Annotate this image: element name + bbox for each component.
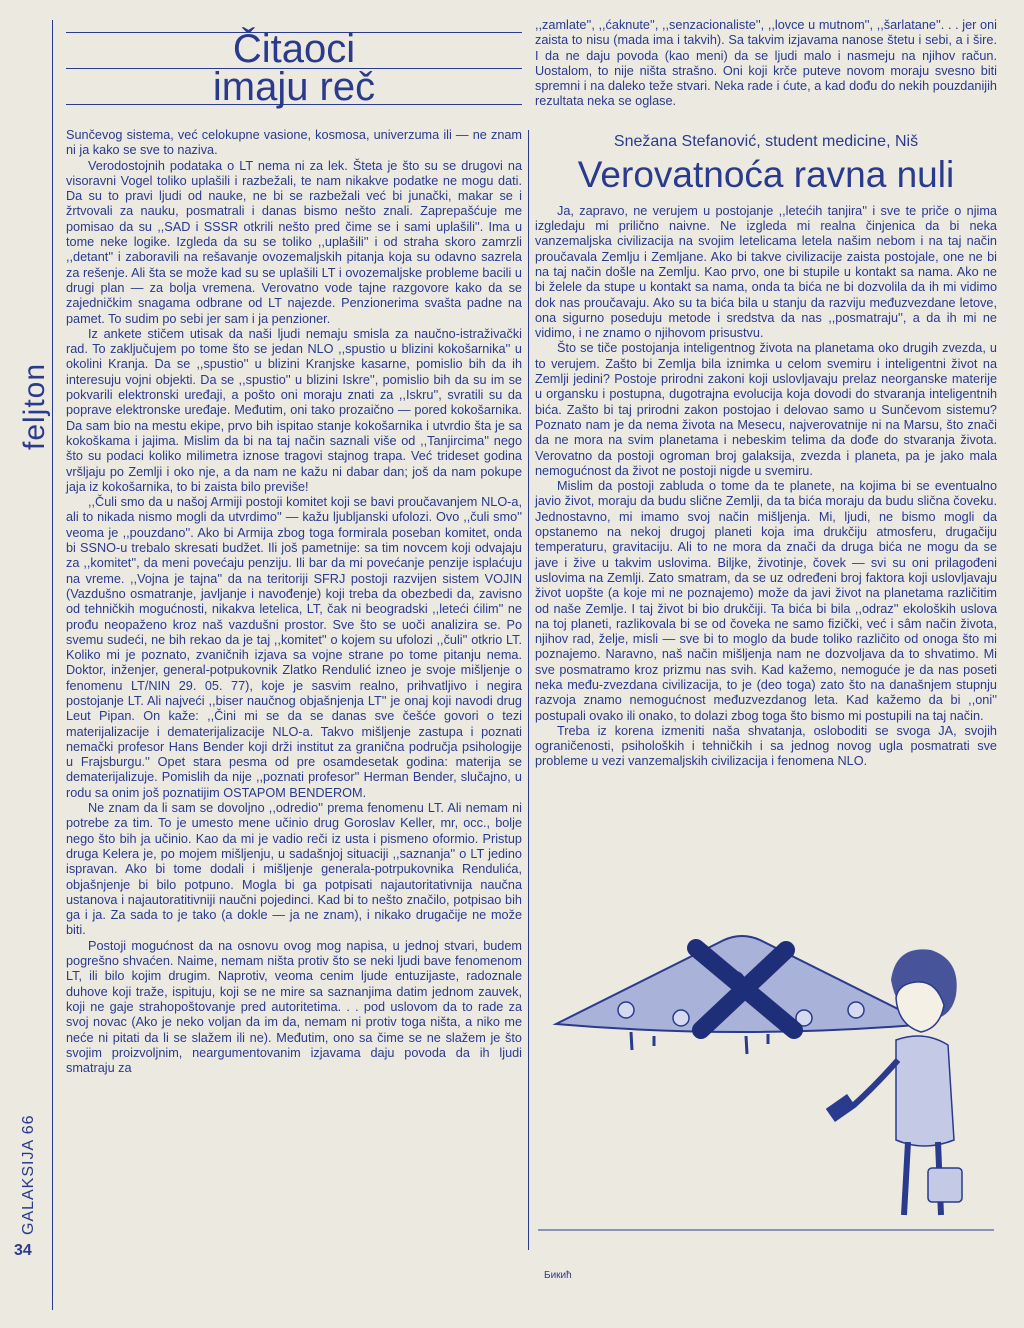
headline-block <box>66 28 522 124</box>
headline-line: imaju reč <box>212 65 376 109</box>
side-rule <box>52 20 53 1310</box>
paragraph: Postoji mogućnost da na osnovu ovog mog napisa, u jednoj stvari, budem pogrešno shvaćen. Naime, nemam ništa protiv što se neki ljudi bave fenomenom LT, ili bilo kojim drugim. Naprotiv, veoma cenim ljude entuzijaste, radoznale duhove koji traže, ispituju, koji se ne mire sa saznanjima datim jednom zauvek, koji ne gaje strahopoštovanje pred autoritetima. . . pod uslovom da to rade za svoj novac (Ako je neko voljan da im da, nemam ni protiv toga ništa, a niko me neće ni pitati da li se slažem ili ne). Međutim, ono sa čime se ne slažem je što svojim proizvoljnim, neargumentovanim izjavama daju povoda da ih ljudi smatraju za <box>66 938 522 1076</box>
paragraph: Sunčevog sistema, već celokupne vasione, kosmosa, univerzuma ili — ne znam ni ja kako se sve to naziva. <box>66 128 522 158</box>
page-number: 34 <box>14 1242 32 1259</box>
magazine-issue: GALAKSIJA 66 <box>20 1114 37 1235</box>
article-body <box>66 128 522 1076</box>
continuation-paragraph: ,,zamlate'', ,,ćaknute'', ,,senzacionaliste'', ,,lovce u mutnom'', ,,šarlatane''. . . jer oni zaista to nisu (mada ima i takvih). Sa takvim izjavama nanose štetu i sebi, a i šire. I da ne daju povoda (kao meni) da se ljudi malo i nasmeju na njihov račun. Uostalom, to nije ništa strašno. Oni koji krče puteve novom moraju svesno biti spremni i na daleko teže stvari. Neka rade i ćute, a kad dođu do nekih pouzdanijih rezultata neka se oglase. <box>535 18 997 109</box>
paragraph: Treba iz korena izmeniti naša shvatanja, osloboditi se svoga JA, svojih ograničenosti, psiholoških i tehničkih i sa jednog novog ugla posmatrati sve probleme u vezi vanzemaljskih civilizacija i fenomena NLO. <box>535 723 997 769</box>
byline: Snežana Stefanović, student medicine, Niš <box>613 132 919 150</box>
paragraph: ,,Čuli smo da u našoj Armiji postoji komitet koji se bavi proučavanjem NLO-a, ali to nikada nismo mogli da utvrdimo'' — kažu ljubljanski ufolozi. Ovo ,,čuli smo'' veoma je ,,pouzdano''. Ako bi Armija zbog toga formirala poseban komitet, onda bi SSNO-u trebalo skresati budžet. Ili još pametnije: sa tim novcem koji odvajaju za ,,komitet'', da meni povećaju penziju. Ili bar da mi povećanje penzije isplaćuju na vreme. ,,Vojna je tajna'' da na teritoriji SFRJ postoji razvijen sistem VOJIN (Vazdušno osmatranje, javljanje i navođenje) koji treba da obezbedi da, zavisno od tehničkih mogućnosti, nikakva letelica, LT, čak ni beogradski ,,leteći ćilim'' ne prođu neopaženo kroz naš vazdušni prostor. Sve što se uoči analizira se. Po svemu sudeći, ne bih rekao da je taj ,,komitet'' o kojem su ufolozi ,,čuli'' otkrio LT. Koliko mi je poznato, zvaničnih izjava sa vojne strane po tome pitanju nema. Doktor, inženjer, general-potpukovnik Zlatko Rendulić izneo je svoje mišljenje o fenomenu LT/NIN 29. 05. 77), koje je sasvim realno, prihvatljivo i negira postojanje LT. Ali najveći ,,biser naučnog objašnjenja LT'' je onaj koji navodi drug Leut Pipan. On kaže: ,,Čini mi se da se danas sve češće govori o tezi materijalizacije i dematerijalizacije NLO-a. Takvo mišljenje zastupa i poznati nemački profesor Hans Bender koji drži institut za granična područja psihologije u Frajsburgu.'' Opet stara pesma od pre osamdesetak godina: materija se dematerijalizuje. Pomislih da nije ,,poznati profesor'' Herman Bender, slučajno, u rodu sa onim još poznatijim OSTAPOM BENDEROM. <box>66 495 522 800</box>
right-column <box>535 18 997 770</box>
headline <box>66 27 522 109</box>
girl-dress <box>896 1036 954 1146</box>
paragraph: Iz ankete stičem utisak da naši ljudi nemaju smisla za naučno-istraživački rad. To zaključujem po tome što se jedan NLO ,,spustio u blizini kokošarnika'' u okolini Kranja. Da se ,,spustio'' u blizini Kranjske kasarne, pomislio bih da ih interesuju vojni objekti. Da se ,,spustio'' u blizini Iskre'', pomislio bih da su im se pokvarili elektronski uređaji, a pošto oni moraju znati za ,,Iskru'', svratili su da poprave elektronske uređaje. Međutim, oni tako prozaično — pored kokošarnika. Da sam bio na mestu ekipe, prvo bih ispitao stanje kokošarnika i utvrdio šta je sa kokoškama i jajima. Mislim da bi na taj način saznali više od ,,Tanjircima'' nego što su podaci koliko milimetra iznose tragovi stajnog trapa. Već trideset godina vršljaju po Zemlji i oko nje, a da nam ne kažu ni dabar dan; još da nam pokupe jaja iz kokošarnika, to bi zaista bilo previše! <box>66 326 522 494</box>
article-title: Verovatnoća ravna nuli <box>577 153 955 195</box>
side-band <box>0 0 58 1328</box>
paragraph: Ja, zapravo, ne verujem u postojanje ,,letećih tanjira'' i sve te priče o njima izgledaju mi prilično naivne. Ne izgleda mi realna činjenica da bi neka vanzemaljska civilizacija na svojim letelicama letela našim nebom i na taj način proučavala Zemlju i Zemljane. Ako bi takve civilizacije zaista postojale, one ne bi na taj način došle na Zemlju. Kao prvo, one bi stupile u kontakt sa nama. Ako ne bi želele da stupe u kontakt sa nama, onda ta bića ne bi dozvolila da ih mi vidimo dok nas proučavaju. Ako su ta bića bila u stanju da razviju međuzvezdane letove, ona sigurno poseduju metode i sredstva da nas ,,posmatraju'', a da ih mi ne vidimo, i ne znamo o njihovom prisustvu. <box>535 203 997 341</box>
artist-signature: Бикић <box>544 1270 572 1281</box>
paragraph: Mislim da postoji zabluda o tome da te planete, na kojima bi se eventualno javio život, moraju da budu slične Zemlji, da ta bića moraju da budu slična čoveku. Jednostavno, mi imamo svoj način mišljenja. Mi, ljudi, ne bismo mogli da opstanemo na nekoj drugoj planeti koja ima drukčiju atmosferu, drugačiju temperaturu, gravitaciju. Ali to ne mora da znači da druga bića ne mogu da se jave i žive u takvim uslovima. Biljke, životinje, čovek — svi su oni prilagođeni uslovima na Zemlji. Zato smatram, da se uz određeni broj faktora koji uslovljavaju život uopšte (a koje mi ne poznajemo) može da javi život na planetama različitim od naše Zemlje. I taj život bi bio drukčiji. Ta bića bi bila ,,odraz'' ekoloških uslova na toj planeti, razlikovala bi se od čoveka ne samo fizički, već i sâm način života, njihov rad, želje, misli — sve bi to moglo da bude toliko različito od onoga što mi poznajemo. Naravno, naš način mišljenja nam ne dozvoljava da to shvatimo. Mi sve posmatramo kroz prizmu nas svih. Kad kažemo, nemoguće je da nas poseti neka među-zvezdana civilizacija, to je (deo toga) zato što na današnjem stupnju razvoja znamo nemogućnost međuzvezdanog leta. Kad kažemo da bi ,,oni'' postupali ovako ili onako, to dolazi zbog toga što bismo mi postupili na taj način. <box>535 479 997 723</box>
girl-arm <box>854 1060 898 1105</box>
saucer-rivet <box>848 1002 864 1018</box>
paint-bucket <box>928 1168 962 1202</box>
paragraph: Verodostojnih podataka o LT nema ni za lek. Šteta je što su se drugovi na visoravni Vogel toliko uplašili i razbežali, te nam nikakve podatke ne mogu dati. Da su to pravi ljudi od nauke, ne bi se razbežali već bi junački, makar se i žrtvovali za nauku, posmatrali i danas bismo nešto znali. Zaprepašćuje me pomisao da su ,,SAD i SSSR otkrili nešto pred čime se i sami uplašili''. Ima u tome neke logike. Izgleda da su se toliko ,,uplašili'' i od straha skoro zamrzli ,,detant'' i zaboravili na rešavanje ovozemaljskih pitanja koja su odavno sazrela za rešenje. Ali šta se može kad su se uplašili LT i ovozemaljske probleme bacili u drugi plan — za bolja vremena. Verovatno vode tajne razgovore kako da se zajedničkim snagama odbrane od LT najezde. Penzionerima svašta padne na pamet. To sudim po sebi jer sam i ja penzioner. <box>66 158 522 326</box>
paragraph: Što se tiče postojanja inteligentnog života na planetama oko drugih zvezda, u to verujem. Zašto bi Zemlja bila iznimka u celom svemiru i inteligentni život na Zemlji jedini? Postoje prirodni zakoni koji uslovljavaju prelaz neorganske materije u organsku i postupna, dugotrajna evolucija koja dovodi do stvaranja inteligentnih bića. Zašto bi taj prirodni zakon postojao i delovao samo u Sunčevom sistemu? Poznato nam je da nema života na Mesecu, najverovatnije ni na Marsu, što znači da ne mora na svim planetama i nebeskim telima da dođe do stvaranja života. Verovatno da postoji ogroman broj galaksija, zvezda i planeta, pa je jako mala nemogućnost da život ne postoji nigde u svemiru. <box>535 341 997 478</box>
headline-line: Čitaoci <box>232 27 356 71</box>
left-column <box>66 28 522 1076</box>
column-divider <box>528 130 529 1250</box>
ufo-cartoon-illustration <box>536 920 996 1292</box>
paintbrush <box>826 1094 856 1122</box>
section-label: feljton <box>18 362 51 450</box>
saucer-rivet <box>673 1010 689 1026</box>
paragraph: Ne znam da li sam se dovoljno ,,odredio'' prema fenomenu LT. Ali nemam ni potrebe za tim. To je umesto mene učinio drug Goroslav Keller, mr, occ., bolje nego što bih ja učinio. Kao da mi je vadio reči iz usta i pismeno oformio. Pristup druga Kelera je, po mojem mišljenju, u sadašnjoj situaciji ,,saznanja'' o LT jedino ispravan. Ako bi tome dodali i mišljenje generala-potrpukovnika Rendulića, objašnjenje bi bilo potpuno. Mogla bi ga potpisati najautoritativnija naučna ustanova i najautoratitivniji naučni pojedinci. Kad bi to nešto značilo, potpisao bih ga i ja. Za sada to je tako (a dokle — ja ne znam), i nikako drugačije ne može biti. <box>66 801 522 938</box>
saucer-rivet <box>618 1002 634 1018</box>
